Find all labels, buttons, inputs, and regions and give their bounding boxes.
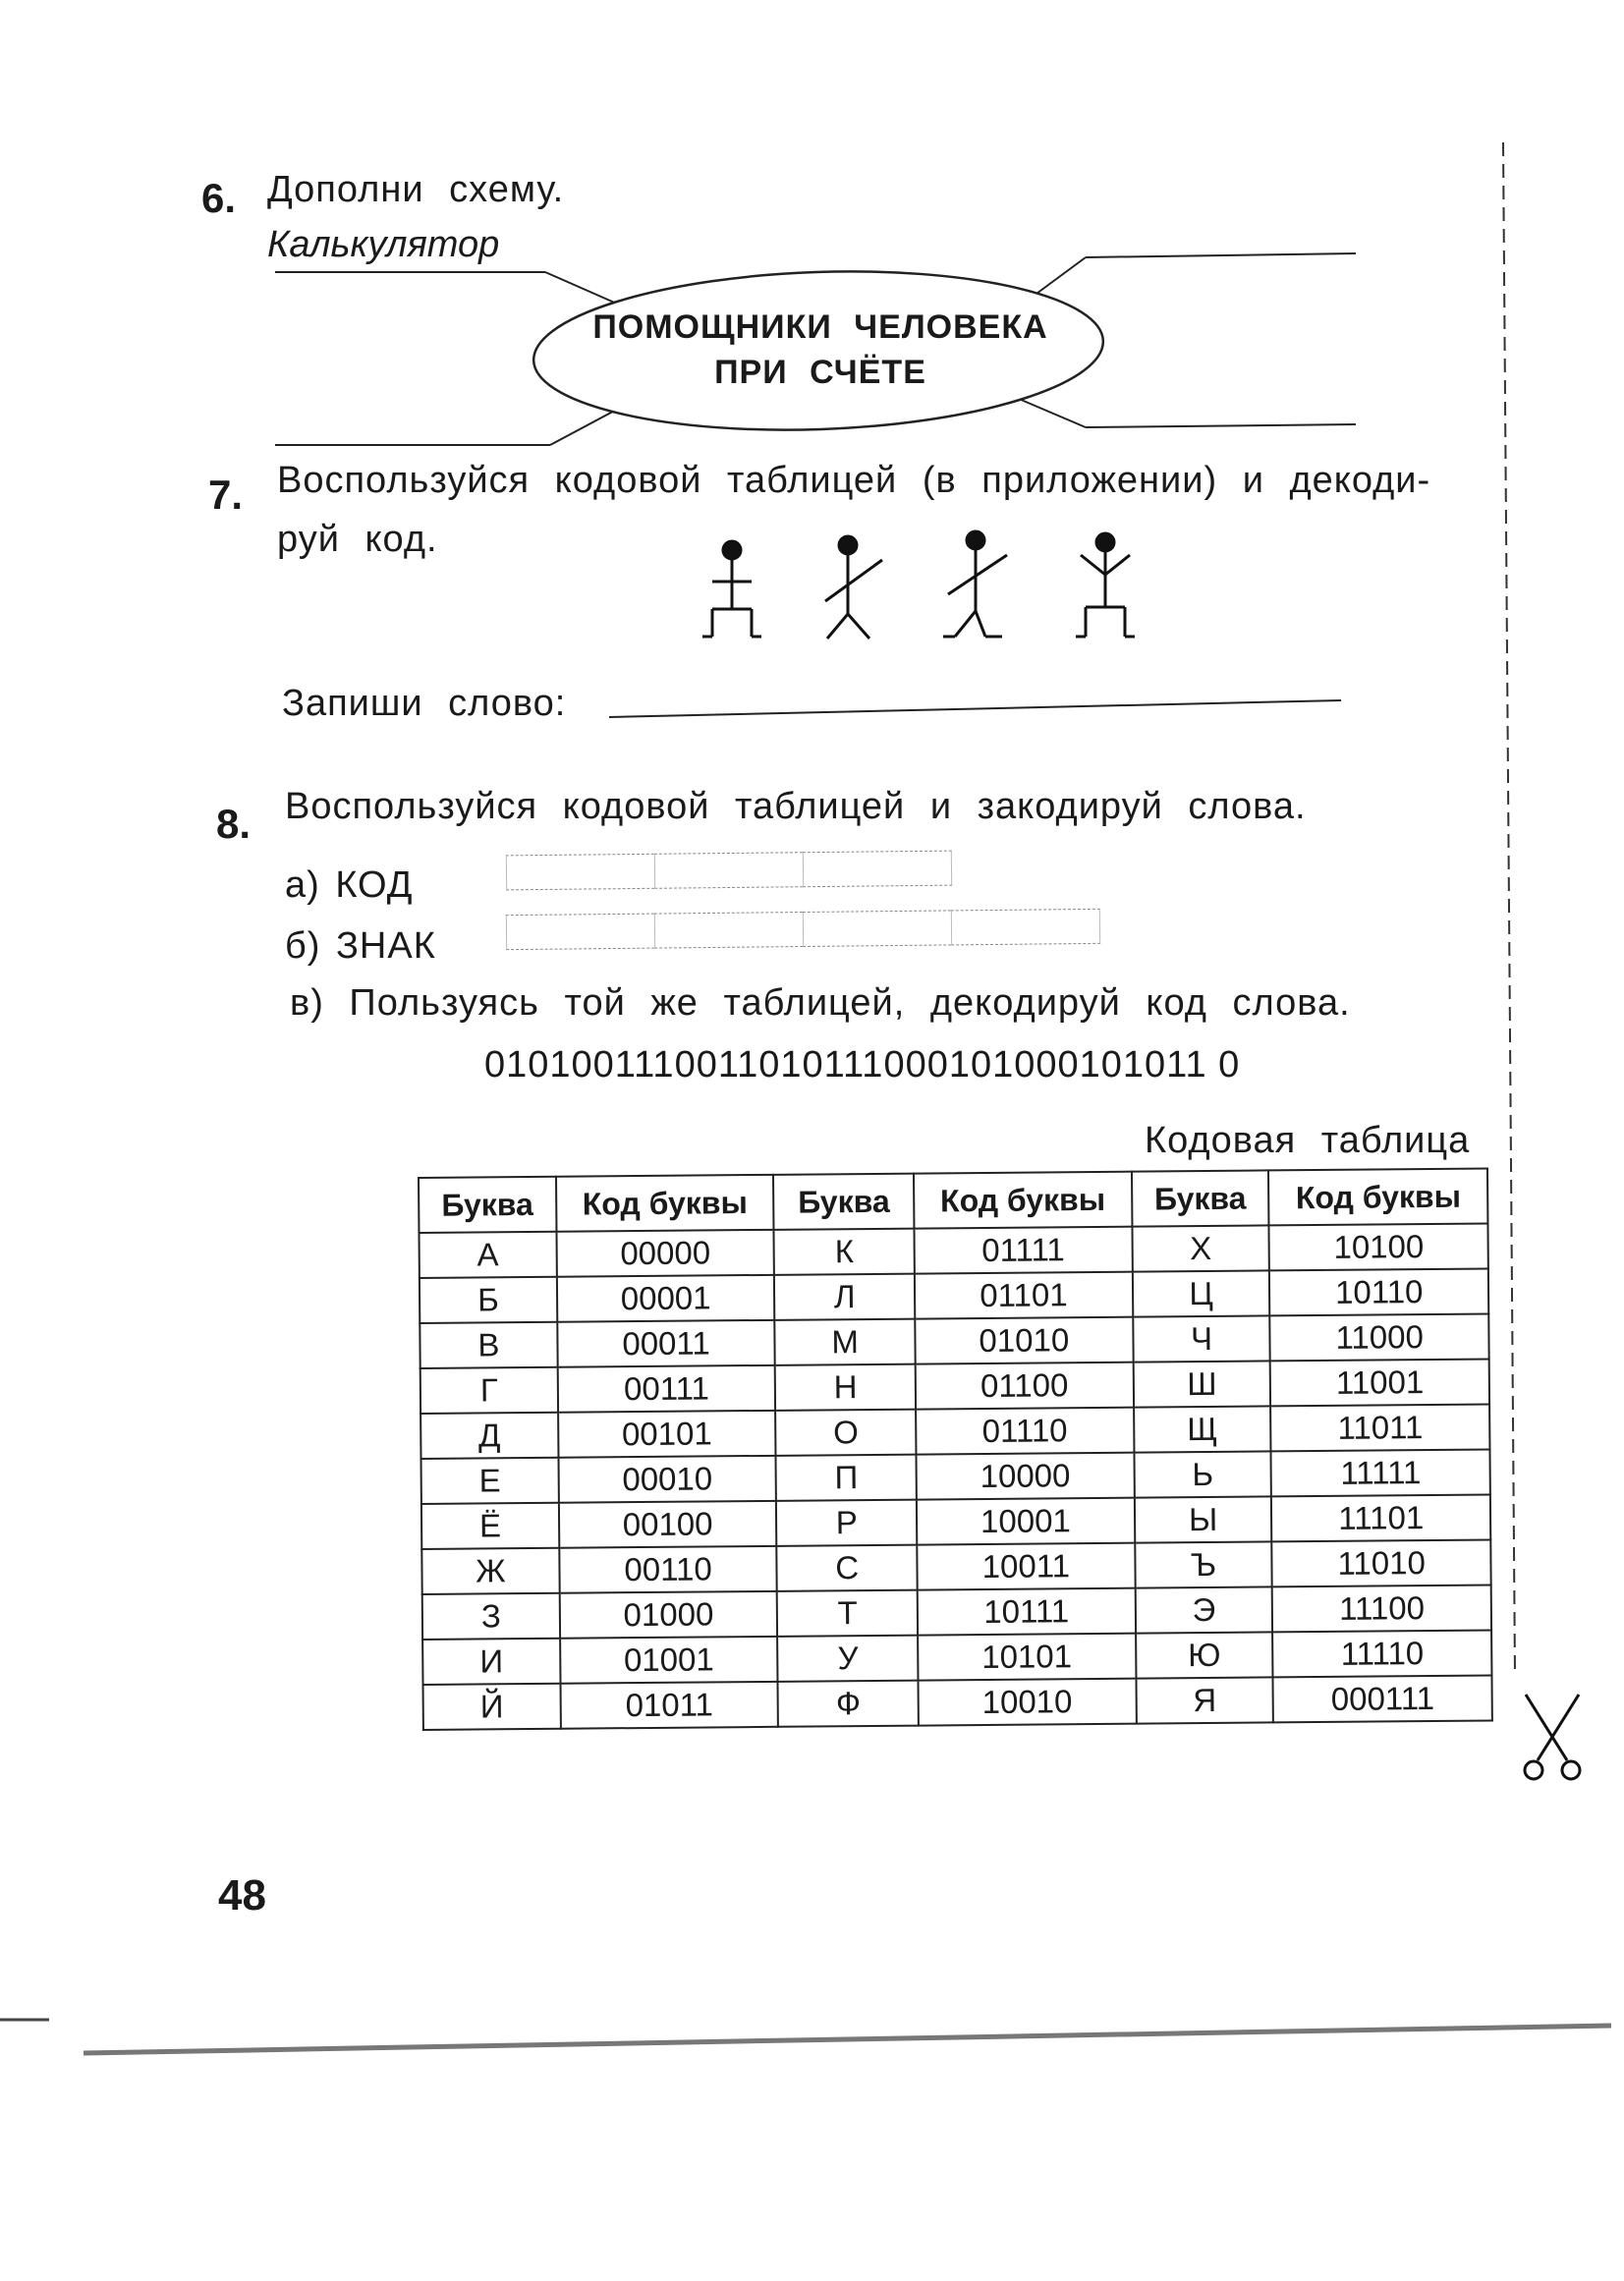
letter-cell: О xyxy=(775,1410,916,1456)
code-cell: 10011 xyxy=(917,1543,1135,1590)
letter-cell: С xyxy=(777,1545,918,1591)
code-cell: 11010 xyxy=(1272,1539,1491,1586)
code-cell: 00100 xyxy=(559,1501,777,1548)
scissors-icon xyxy=(1518,1690,1592,1788)
code-cell: 01101 xyxy=(915,1272,1133,1319)
task6-example: Калькулятор xyxy=(267,224,500,265)
code-table xyxy=(418,1167,1493,1730)
letter-cell: Ь xyxy=(1134,1451,1271,1497)
code-cell: 01100 xyxy=(916,1363,1134,1410)
code-cell: 10010 xyxy=(919,1679,1137,1726)
page-edge xyxy=(0,2004,1624,2063)
answer-cell[interactable] xyxy=(654,852,803,889)
letter-cell: Г xyxy=(420,1367,558,1414)
code-cell: 00111 xyxy=(558,1365,776,1413)
code-cell: 10111 xyxy=(918,1588,1136,1636)
stick-figure-icon xyxy=(1076,533,1135,637)
code-cell: 11111 xyxy=(1271,1449,1490,1496)
task7-text-line1: Воспользуйся кодовой таблицей (в приложении) и декоди- xyxy=(277,460,1431,501)
letter-cell: Е xyxy=(421,1458,559,1504)
kod-answer-cells[interactable] xyxy=(506,851,952,891)
letter-cell: Н xyxy=(775,1364,916,1411)
table-caption: Кодовая таблица xyxy=(1145,1120,1471,1161)
letter-cell: Ё xyxy=(421,1503,559,1549)
letter-cell: Ч xyxy=(1133,1315,1270,1362)
code-cell: 00001 xyxy=(557,1275,775,1322)
answer-cell[interactable] xyxy=(803,910,951,947)
task6-text: Дополни схему. xyxy=(267,169,565,210)
code-cell: 01010 xyxy=(915,1317,1133,1364)
page-number: 48 xyxy=(218,1871,266,1919)
header-code: Код буквы xyxy=(1268,1168,1487,1225)
table-header-row xyxy=(419,1168,1487,1232)
oval-line-1: ПОМОЩНИКИ ЧЕЛОВЕКА xyxy=(592,308,1048,346)
code-cell: 01110 xyxy=(916,1408,1134,1455)
letter-cell: П xyxy=(776,1455,917,1501)
code-cell: 10001 xyxy=(917,1498,1135,1545)
answer-cell[interactable] xyxy=(506,854,654,891)
code-cell: 10110 xyxy=(1269,1268,1488,1315)
code-cell: 00000 xyxy=(556,1230,774,1277)
letter-cell: Д xyxy=(420,1413,558,1459)
letter-cell: М xyxy=(775,1319,916,1365)
code-cell: 11110 xyxy=(1272,1630,1491,1677)
header-letter: Буква xyxy=(773,1174,914,1230)
letter-cell: К xyxy=(774,1229,915,1275)
code-cell: 00101 xyxy=(558,1411,776,1458)
answer-line[interactable] xyxy=(604,693,1351,722)
task8-text: Воспользуйся кодовой таблицей и закодируй слова. xyxy=(285,786,1307,827)
code-cell: 000111 xyxy=(1273,1675,1492,1722)
letter-cell: Ц xyxy=(1132,1270,1269,1316)
letter-cell: И xyxy=(422,1639,560,1685)
letter-cell: Т xyxy=(777,1590,918,1637)
letter-cell: В xyxy=(420,1322,557,1368)
letter-cell: Э xyxy=(1135,1586,1272,1633)
answer-cell[interactable] xyxy=(951,909,1100,946)
letter-cell: Р xyxy=(776,1500,917,1546)
stick-figure-icon xyxy=(825,536,882,639)
answer-cell[interactable] xyxy=(803,851,952,888)
letter-cell: А xyxy=(419,1232,556,1278)
binary-code: 0101001110011010111000101000101011 0 xyxy=(484,1044,1241,1085)
code-cell: 01001 xyxy=(560,1637,778,1684)
task8-c-label: в) Пользуясь той же таблицей, декодируй код слова. xyxy=(290,982,1351,1024)
letter-cell: Щ xyxy=(1134,1406,1271,1452)
letter-cell: Ы xyxy=(1134,1496,1271,1542)
header-letter: Буква xyxy=(419,1177,556,1233)
code-cell: 00010 xyxy=(558,1456,776,1503)
letter-cell: Л xyxy=(774,1274,915,1320)
task8-a-label: а) КОД xyxy=(285,864,414,906)
letter-cell: Ш xyxy=(1133,1361,1270,1407)
letter-cell: Б xyxy=(420,1277,557,1323)
stick-figure-icon xyxy=(702,541,761,637)
answer-cell[interactable] xyxy=(654,912,803,949)
letter-cell: У xyxy=(777,1636,918,1682)
znak-answer-cells[interactable] xyxy=(506,909,1100,950)
letter-cell: З xyxy=(422,1593,560,1640)
letter-cell: Ъ xyxy=(1135,1541,1272,1587)
letter-cell: Ю xyxy=(1136,1632,1273,1678)
scheme-center-title xyxy=(545,305,1095,395)
letter-cell: Й xyxy=(423,1684,561,1730)
code-cell: 10000 xyxy=(917,1453,1135,1500)
header-code: Код буквы xyxy=(556,1175,774,1232)
code-cell: 10101 xyxy=(918,1634,1136,1681)
code-cell: 01011 xyxy=(560,1682,778,1729)
table-row xyxy=(423,1675,1492,1729)
code-cell: 11011 xyxy=(1270,1404,1489,1451)
letter-cell: Ж xyxy=(421,1548,559,1594)
code-cell: 01000 xyxy=(560,1591,778,1639)
task7-text-line2: руй код. xyxy=(277,519,438,560)
stick-figure-code xyxy=(688,521,1159,648)
task7-write-label: Запиши слово: xyxy=(282,683,567,724)
task8-b-label: б) ЗНАК xyxy=(285,925,436,967)
code-cell: 11001 xyxy=(1270,1359,1489,1406)
code-cell: 01111 xyxy=(915,1227,1133,1274)
task8-number: 8. xyxy=(216,801,252,847)
task6-number: 6. xyxy=(201,175,237,221)
header-letter: Буква xyxy=(1132,1170,1269,1226)
oval-line-2: ПРИ СЧЁТЕ xyxy=(714,354,926,391)
letter-cell: Х xyxy=(1132,1225,1269,1271)
task7-number: 7. xyxy=(208,472,244,518)
cut-line xyxy=(1493,142,1572,1812)
header-code: Код буквы xyxy=(914,1172,1132,1229)
stick-figure-icon xyxy=(943,531,1007,637)
code-cell: 10100 xyxy=(1269,1223,1488,1270)
letter-cell: Я xyxy=(1136,1677,1273,1723)
code-cell: 00011 xyxy=(557,1320,775,1367)
answer-cell[interactable] xyxy=(506,914,654,951)
letter-cell: Ф xyxy=(778,1681,919,1727)
code-cell: 11000 xyxy=(1270,1313,1489,1361)
code-cell: 11101 xyxy=(1271,1494,1490,1541)
code-cell: 11100 xyxy=(1272,1585,1491,1632)
code-cell: 00110 xyxy=(559,1546,777,1593)
